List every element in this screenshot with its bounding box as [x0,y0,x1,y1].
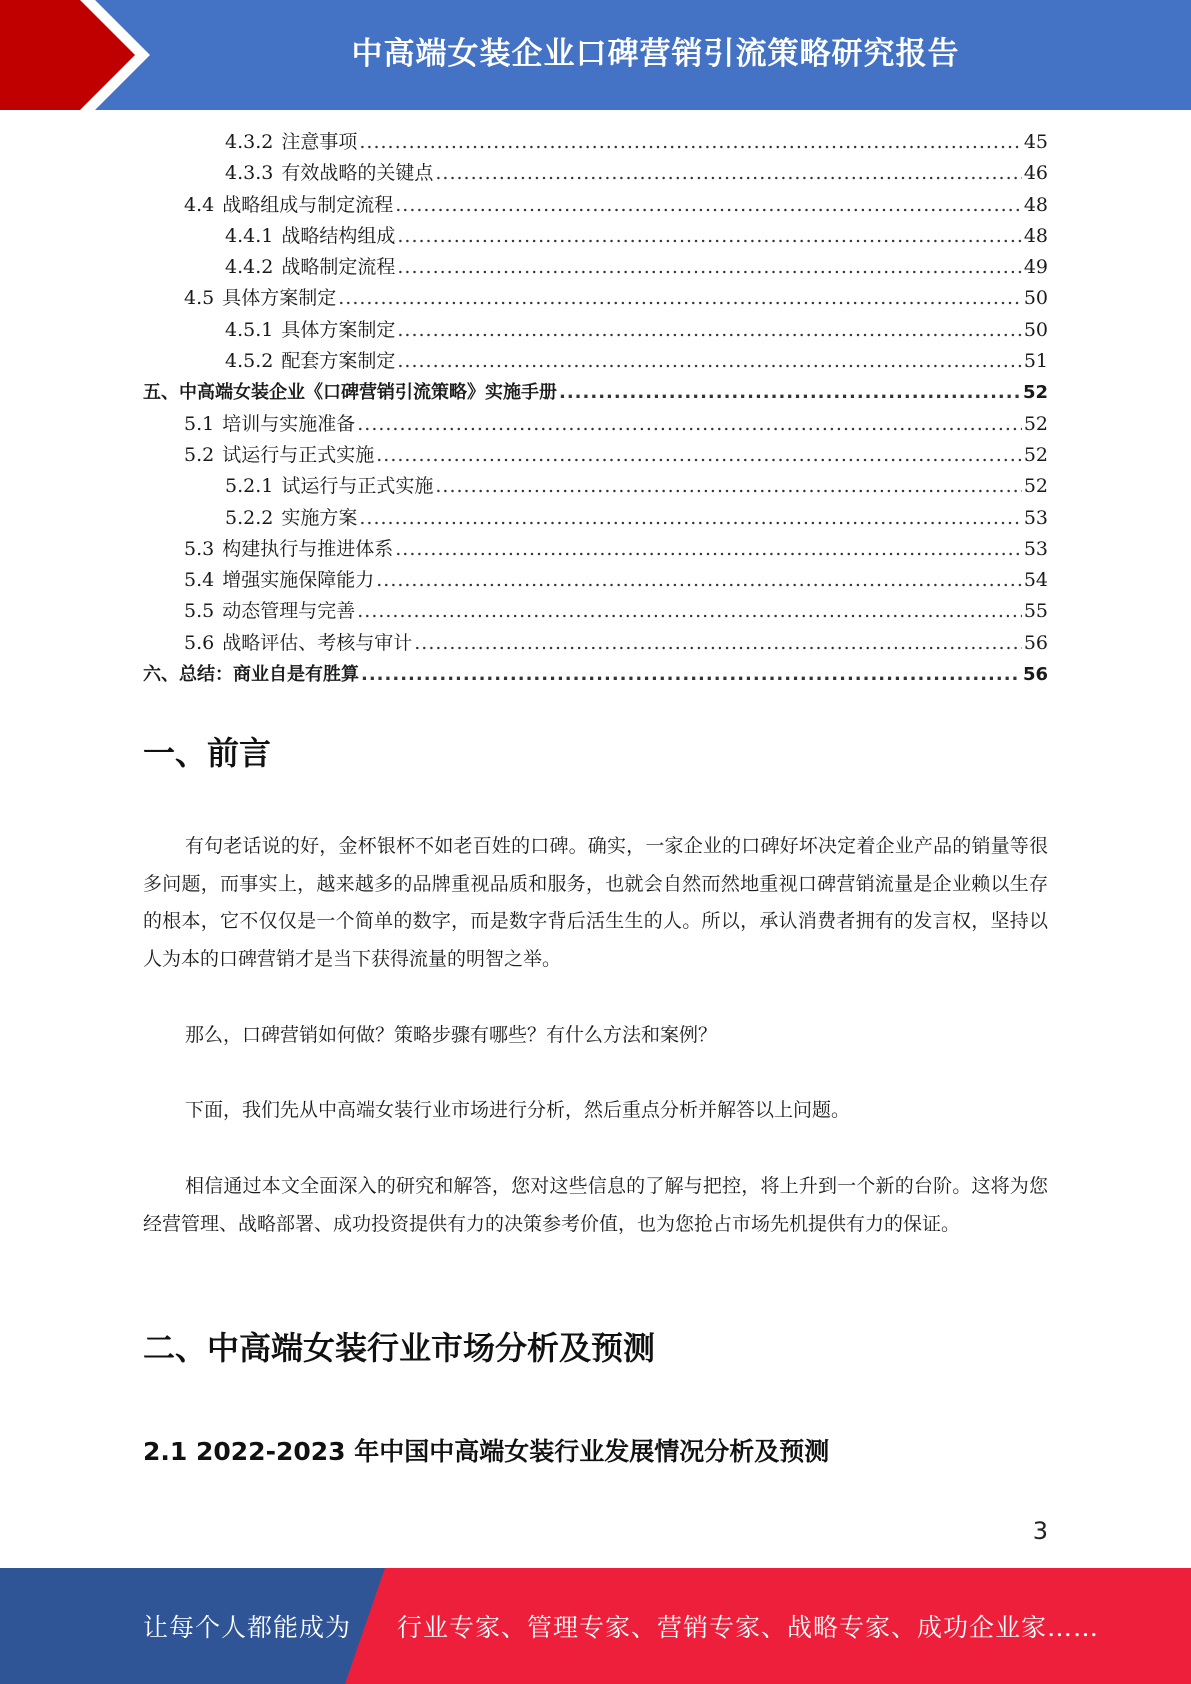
toc-entry-title: 增强实施保障能力 [222,569,375,592]
toc-dot-leader [395,534,1022,565]
toc-entry-title: 具体方案制定 [281,318,396,341]
toc-entry-page: 54 [1023,569,1048,592]
toc-dot-leader [361,659,1021,690]
toc-entry-title: 注意事项 [281,131,358,153]
toc-entry[interactable] [143,659,1048,690]
footer-slogan-right: 行业专家、管理专家、营销专家、战略专家、成功企业家…… [397,1613,1100,1642]
toc-entry[interactable] [143,596,1048,627]
toc-entry[interactable] [143,346,1048,377]
toc-entry-title: 试运行与正式实施 [281,475,434,498]
toc-entry-page: 50 [1023,287,1048,310]
paragraph: 相信通过本文全面深入的研究和解答，您对这些信息的了解与把控，将上升到一个新的台阶。这将为您经营管理、战略部署、成功投资提供有力的决策参考价值，也为您抢占市场先机提供有力的保证。 [143,1175,1048,1235]
toc-entry-number: 4.4.2 [225,256,274,279]
page-number: 3 [1032,1517,1048,1545]
toc-entry[interactable] [143,409,1048,440]
toc-dot-leader [397,346,1021,377]
toc-entry-title: 有效战略的关键点 [281,162,434,185]
toc-dot-leader [359,127,1021,158]
toc-entry-number: 5.2 [184,443,215,466]
toc-entry-page: 52 [1023,412,1048,435]
toc-entry[interactable] [143,534,1048,565]
toc-dot-leader [397,315,1021,346]
toc-entry-number: 5.4 [184,569,215,592]
toc-entry-page: 52 [1023,443,1048,466]
toc-entry-title: 具体方案制定 [222,287,337,310]
toc-dot-leader [435,158,1021,189]
toc-entry-title: 培训与实施准备 [222,412,356,435]
toc-entry-page: 45 [1023,131,1048,153]
toc-entry-number: 5.2.1 [225,475,274,498]
toc-entry-title: 实施方案 [281,506,358,529]
toc-entry-page: 56 [1022,664,1048,686]
toc-dot-leader [359,503,1021,534]
toc-entry-title: 六、总结：商业自是有胜算 [143,664,359,686]
toc-entry-number: 4.4.1 [225,224,274,247]
toc-entry[interactable] [143,565,1048,596]
toc-dot-leader [414,628,1022,659]
toc-entry-page: 52 [1022,382,1048,404]
footer-slogan-left: 让每个人都能成为 [143,1613,352,1642]
toc-entry-title: 动态管理与完善 [222,600,356,623]
toc-dot-leader [376,440,1022,471]
toc-entry-page: 53 [1023,506,1048,529]
toc-entry-number: 5.3 [184,537,215,560]
toc-entry[interactable] [143,628,1048,659]
toc-entry-title: 试运行与正式实施 [222,443,375,466]
toc-dot-leader [357,596,1022,627]
toc-entry-page: 51 [1023,350,1048,373]
toc-entry-number: 4.4 [184,193,215,216]
toc-entry[interactable] [143,440,1048,471]
toc-entry[interactable] [143,221,1048,252]
toc-dot-leader [397,221,1021,252]
toc-entry[interactable] [143,190,1048,221]
toc-entry[interactable] [143,377,1048,408]
toc-dot-leader [338,283,1022,314]
toc-entry-page: 50 [1023,318,1048,341]
toc-entry[interactable] [143,283,1048,314]
toc-entry-page: 52 [1023,475,1048,498]
section-heading-market-analysis: 二、中高端女装行业市场分析及预测 [143,1329,656,1367]
toc-entry[interactable] [143,315,1048,346]
toc-entry[interactable] [143,252,1048,283]
toc-entry-page: 46 [1023,162,1048,185]
toc-entry-title: 战略制定流程 [281,256,396,279]
page-header [0,0,1191,110]
report-title: 中高端女装企业口碑营销引流策略研究报告 [351,35,960,72]
toc-dot-leader [395,190,1022,221]
toc-dot-leader [357,409,1022,440]
toc-entry[interactable] [143,503,1048,534]
toc-dot-leader [376,565,1022,596]
toc-entry-page: 48 [1023,193,1048,216]
table-of-contents [143,127,1048,690]
toc-entry-number: 4.5 [184,287,215,310]
toc-entry-number: 4.3.3 [225,162,274,185]
page-footer [0,1568,1191,1684]
toc-dot-leader [397,252,1021,283]
toc-entry[interactable] [143,158,1048,189]
header-arrow-decoration [0,0,160,110]
toc-entry-number: 4.3.2 [225,131,274,153]
toc-entry-number: 5.5 [184,600,215,623]
toc-entry-page: 56 [1023,631,1048,654]
toc-entry-title: 战略组成与制定流程 [222,193,394,216]
section-heading-preface: 一、前言 [143,734,272,772]
toc-entry-title: 五、中高端女装企业《口碑营销引流策略》实施手册 [143,382,557,404]
toc-entry-number: 4.5.1 [225,318,274,341]
paragraph: 下面，我们先从中高端女装行业市场进行分析，然后重点分析并解答以上问题。 [185,1099,851,1121]
toc-entry-title: 配套方案制定 [281,350,396,373]
toc-entry-number: 5.2.2 [225,506,274,529]
toc-entry-number: 4.5.2 [225,350,274,373]
toc-dot-leader [435,471,1021,502]
toc-entry[interactable] [143,471,1048,502]
toc-entry-page: 55 [1023,600,1048,623]
toc-entry-page: 49 [1023,256,1048,279]
paragraph: 有句老话说的好，金杯银杯不如老百姓的口碑。确实，一家企业的口碑好坏决定着企业产品的销量等很多问题，而事实上，越来越多的品牌重视品质和服务，也就会自然而然地重视口碑营销流量是企业赖以生存的根本，它不仅仅是一个简单的数字，而是数字背后活生生的人。所以，承认消费者拥有的发言权，坚持以人为本的口碑营销才是当下获得流量的明智之举。 [143,835,1048,970]
toc-entry-page: 48 [1023,224,1048,247]
subsection-heading: 2.1 2022-2023 年中国中高端女装行业发展情况分析及预测 [143,1437,830,1466]
toc-entry-title: 构建执行与推进体系 [222,537,394,560]
toc-entry[interactable] [143,127,1048,158]
toc-dot-leader [559,377,1021,408]
toc-entry-page: 53 [1023,537,1048,560]
toc-entry-number: 5.1 [184,412,215,435]
toc-entry-number: 5.6 [184,631,215,654]
paragraph: 那么，口碑营销如何做？策略步骤有哪些？有什么方法和案例？ [185,1024,718,1046]
toc-entry-title: 战略结构组成 [281,224,396,247]
toc-entry-title: 战略评估、考核与审计 [222,631,413,654]
